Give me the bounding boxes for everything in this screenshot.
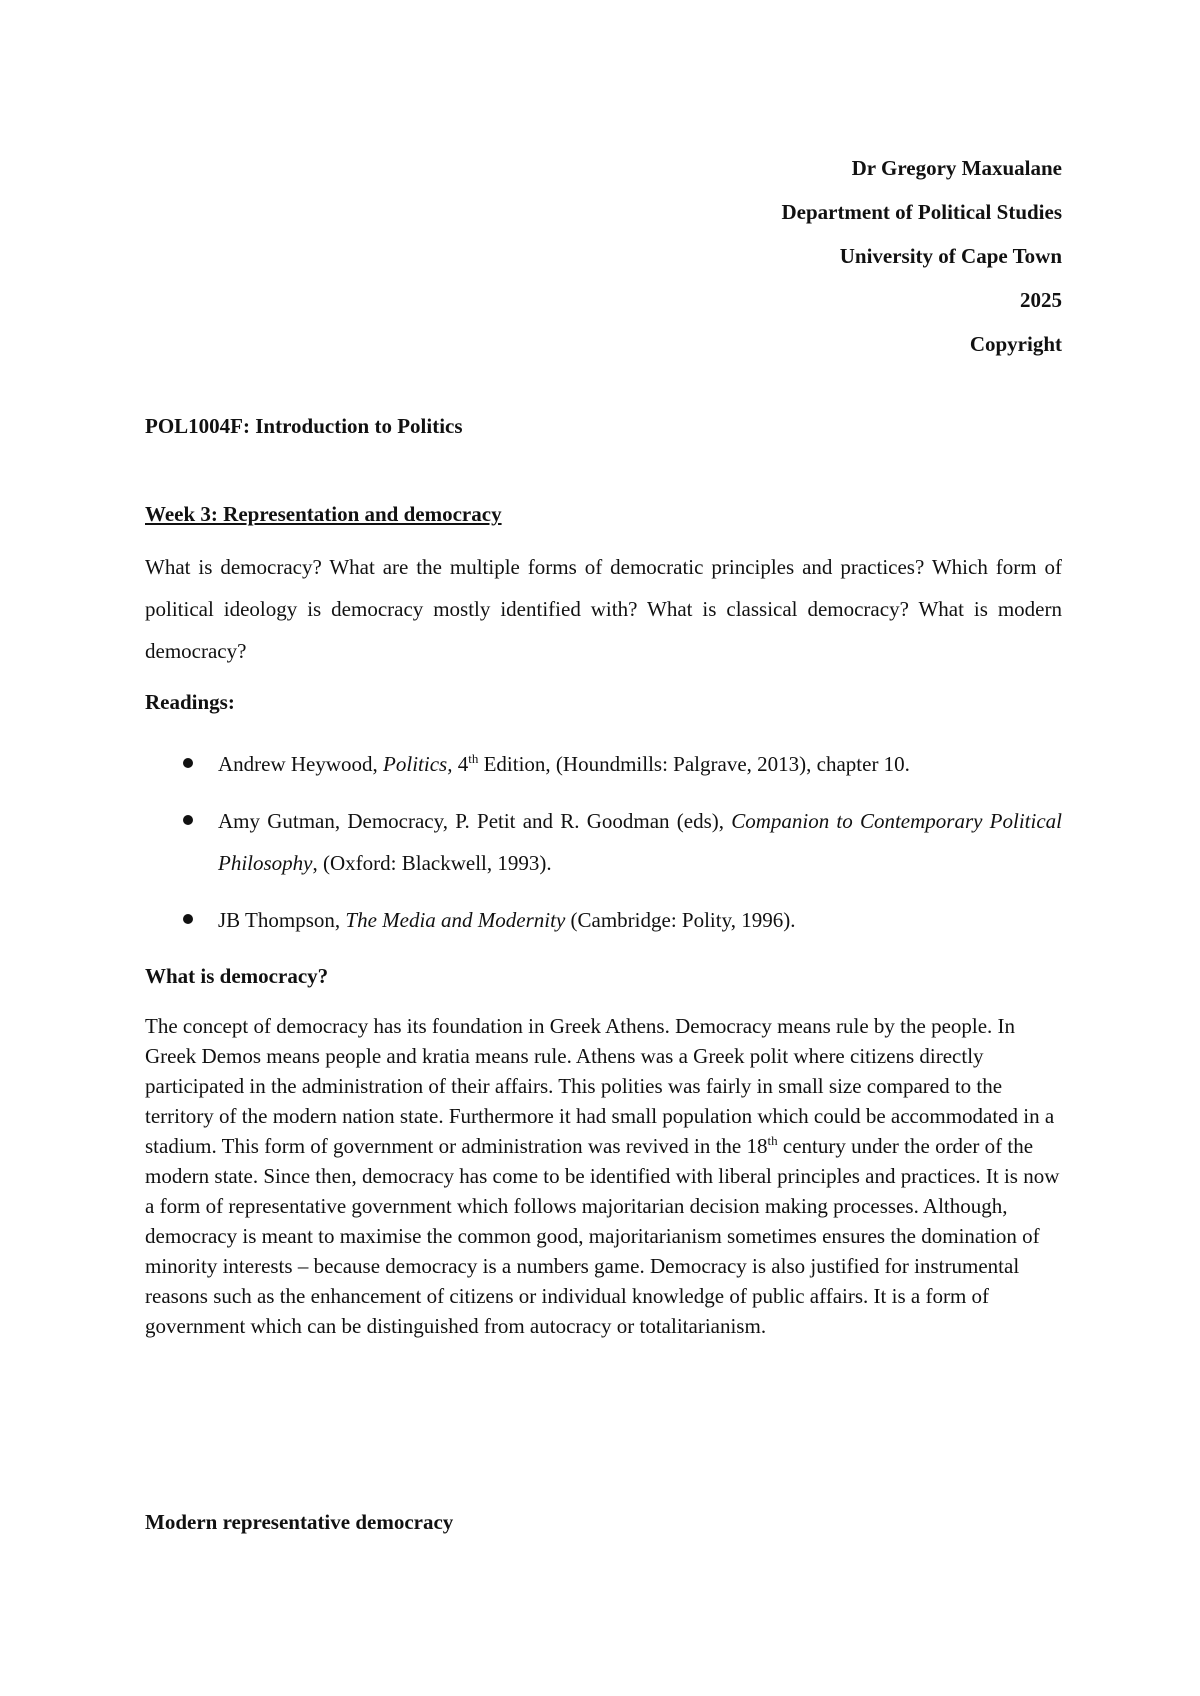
year: 2025	[1020, 288, 1062, 312]
reading-title: Companion to Contemporary Political Philosophy	[218, 809, 1062, 875]
bullet-icon	[183, 758, 193, 768]
body-text-part2: century under the order of the modern state. Since then, democracy has come to be identified with liberal principles and practices. It is now a form of representative government which follows majoritarian decision making processes. Although, democracy is meant to maximise the common good, majoritarianism sometimes ensures the domination of minority interests – because democracy is a numbers game. Democracy is also justified for instrumental reasons such as the enhancement of citizens or individual knowledge of public affairs. It is a form of government which can be distinguished from autocracy or totalitarianism.	[145, 1134, 1060, 1338]
reading-item	[218, 899, 1062, 941]
reading-title: Politics,	[383, 752, 453, 776]
university-name: University of Cape Town	[839, 244, 1062, 268]
reading-edition-number: 4	[452, 752, 469, 776]
reading-author: Andrew Heywood,	[218, 752, 384, 776]
week-title: Week 3: Representation and democracy	[145, 502, 502, 526]
reading-details: , (Oxford: Blackwell, 1993).	[312, 851, 552, 875]
reading-edition-superscript: th	[468, 751, 479, 766]
author-name: Dr Gregory Maxualane	[851, 156, 1062, 180]
reading-author: JB Thompson,	[218, 908, 346, 932]
body-superscript: th	[767, 1133, 778, 1148]
reading-author: Amy Gutman, Democracy, P. Petit and R. Goodman (eds),	[218, 809, 732, 833]
section-heading-what-is-democracy: What is democracy?	[145, 964, 329, 988]
bullet-icon	[183, 815, 193, 825]
body-text-part1: The concept of democracy has its foundation in Greek Athens. Democracy means rule by the people. In Greek Demos means people and kratia means rule. Athens was a Greek polit where citizens directly participated in the administration of their affairs. This polities was fairly in small size compared to the territory of the modern nation state. Furthermore it had small population which could be accommodated in a stadium. This form of government or administration was revived in the 18	[145, 1014, 1055, 1158]
reading-details: (Cambridge: Polity, 1996).	[565, 908, 796, 932]
reading-details: Edition, (Houndmills: Palgrave, 2013), chapter 10.	[478, 752, 910, 776]
course-title: POL1004F: Introduction to Politics	[145, 414, 463, 438]
department-name: Department of Political Studies	[781, 200, 1062, 224]
section-heading-modern-democracy: Modern representative democracy	[145, 1510, 454, 1534]
readings-heading: Readings:	[145, 690, 235, 714]
author-header	[781, 146, 1062, 366]
reading-item	[218, 800, 1062, 884]
week-questions: What is democracy? What are the multiple forms of democratic principles and practices? Which form of political ideology is democracy mostly identified with? What is classical democracy? What is modern democracy?	[145, 555, 1062, 663]
body-paragraph	[145, 1011, 1062, 1341]
copyright-notice: Copyright	[969, 332, 1062, 356]
reading-item	[218, 743, 1062, 785]
bullet-icon	[183, 914, 193, 924]
reading-title: The Media and Modernity	[345, 908, 566, 932]
